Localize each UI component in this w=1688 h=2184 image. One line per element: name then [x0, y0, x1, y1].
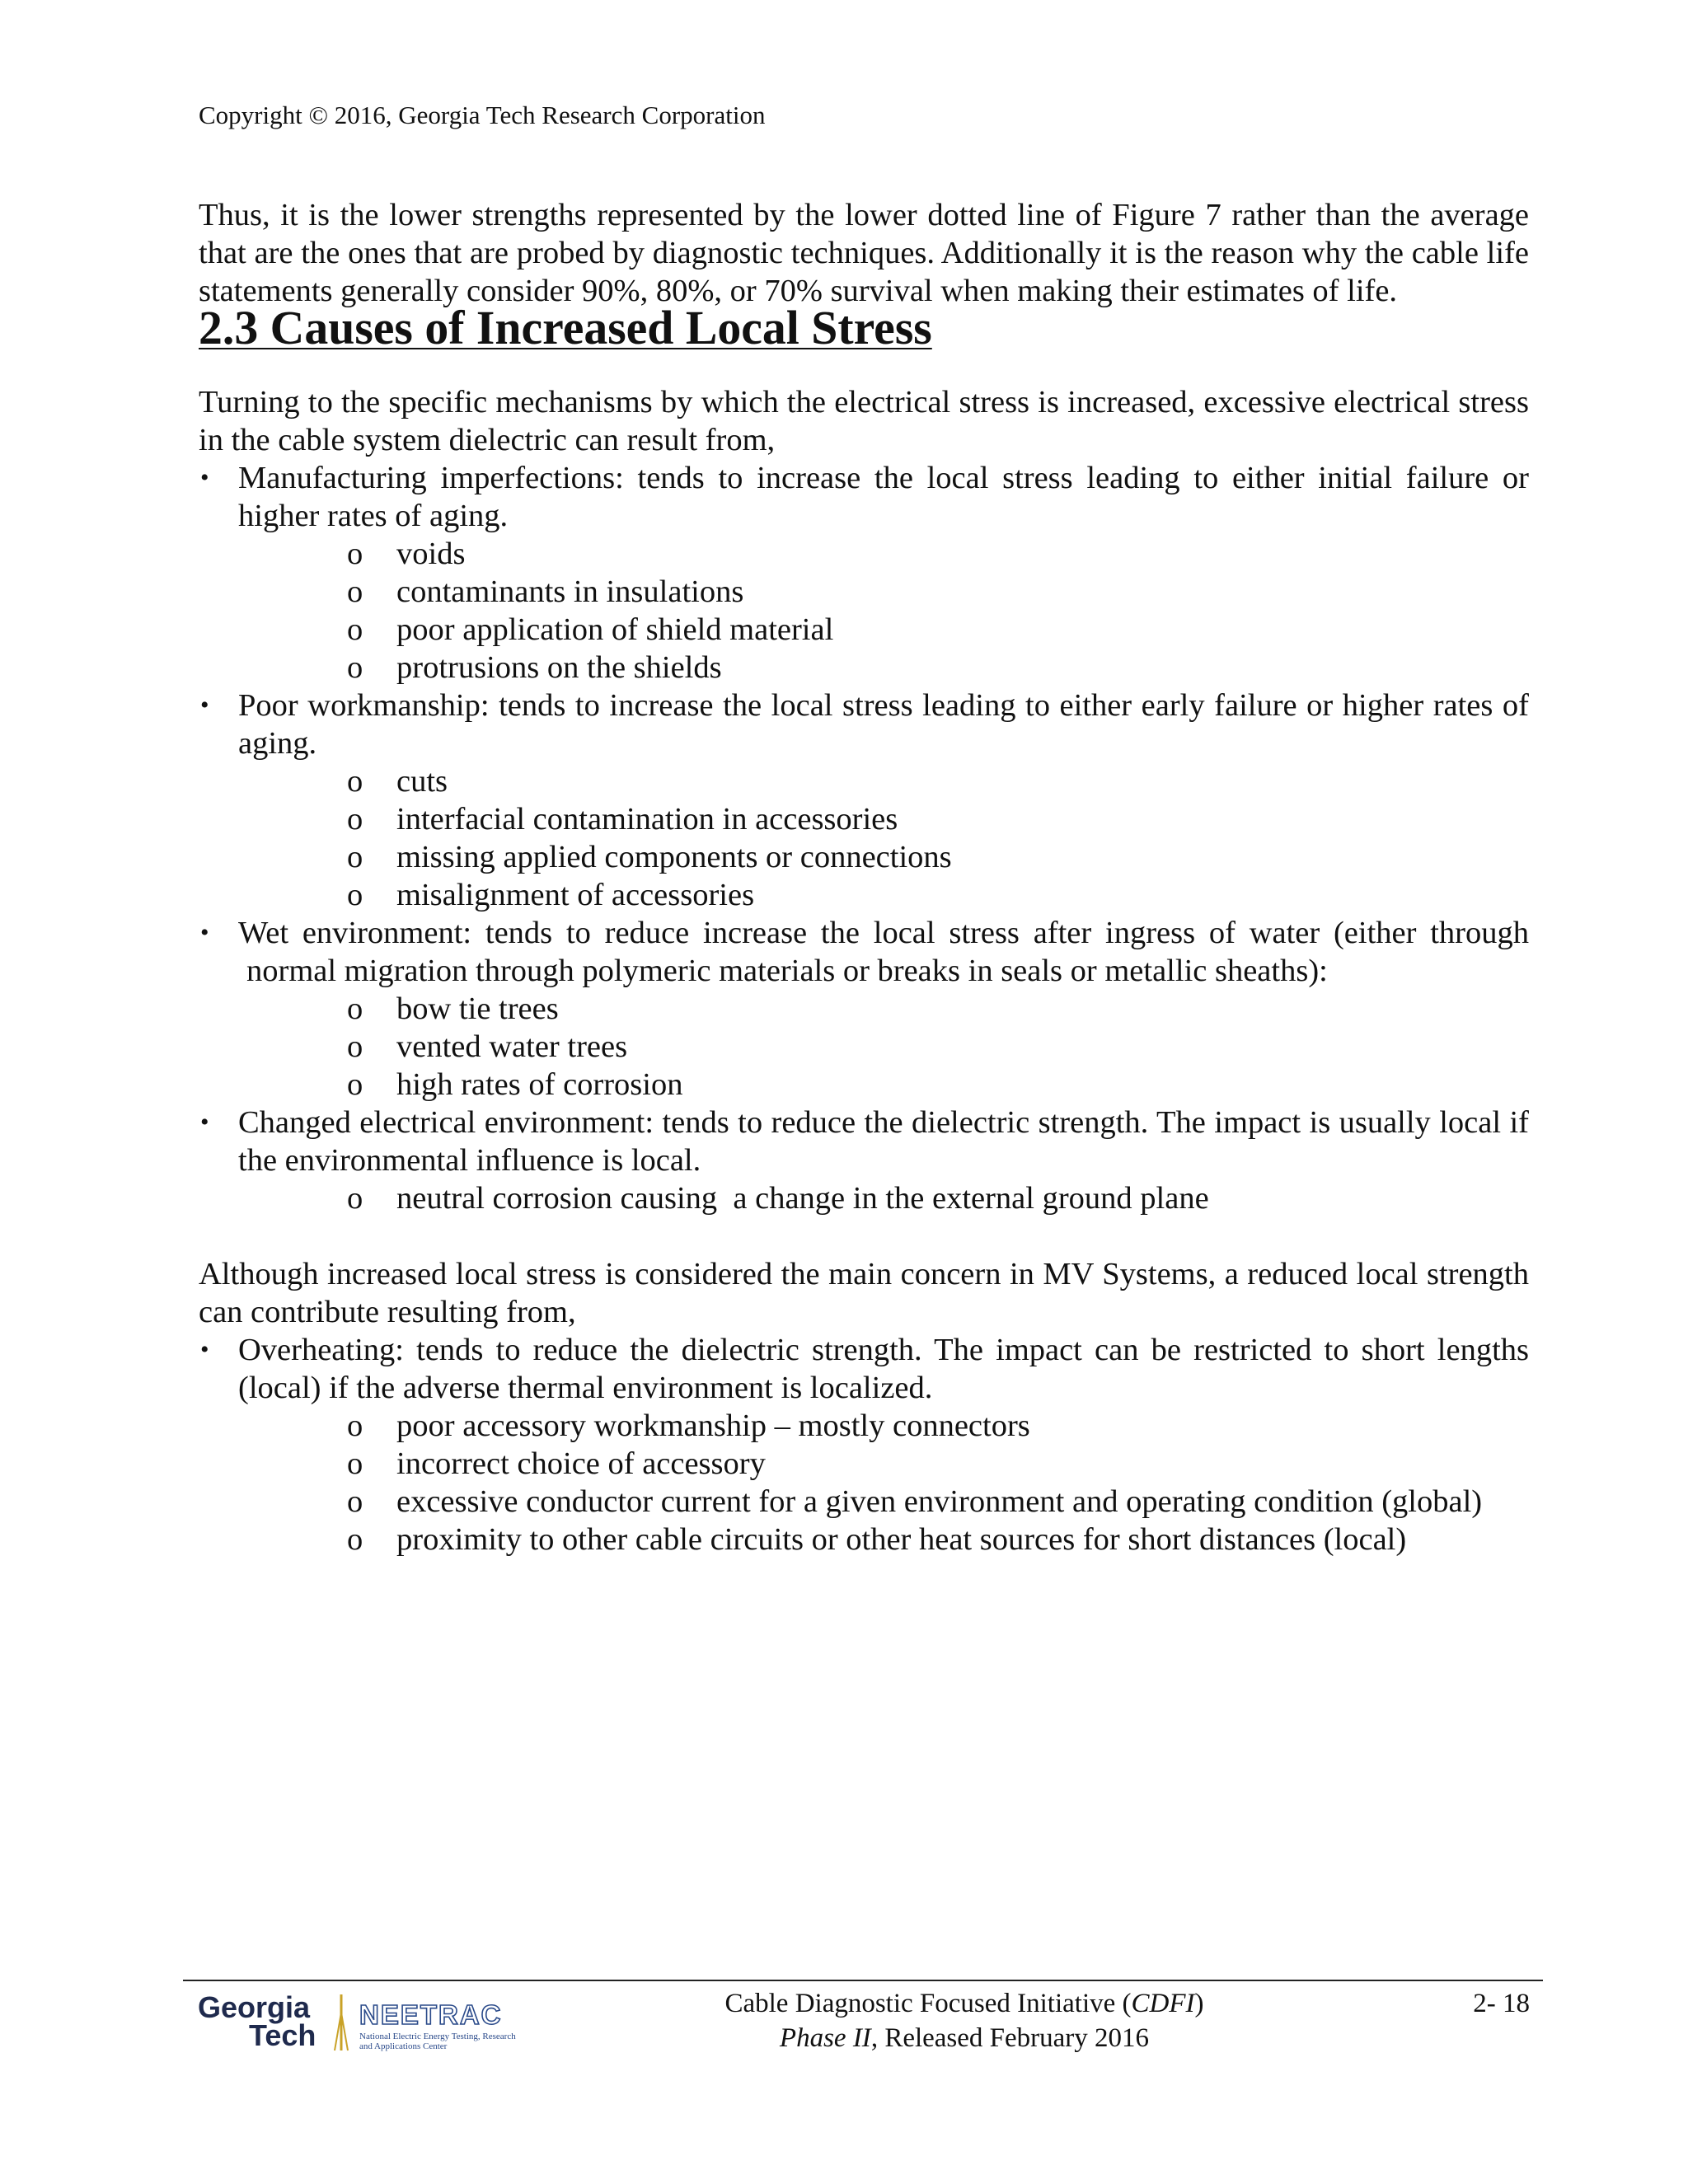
bullet-icon: • — [200, 919, 209, 946]
sub-bullet-icon: o — [347, 840, 363, 874]
sub-bullet-icon: o — [347, 1067, 363, 1102]
bullet-icon: • — [200, 1108, 209, 1136]
intro-paragraph: Thus, it is the lower strengths represented by the lower dotted line of Figure 7 rather than the average that are the ones that are probed by diagnostic techniques. Additionally it is the reason why the cable life statements generally consider 90%, 80%, or 70% survival when making their estimates of life. — [199, 198, 1529, 308]
list-item-text: high rates of corrosion — [396, 1067, 683, 1102]
list-item-text: neutral corrosion causing a change in the external ground plane — [396, 1181, 1209, 1216]
list-item — [199, 800, 1529, 838]
lead-paragraph: Turning to the specific mechanisms by which the electrical stress is increased, excessive electrical stress in the cable system dielectric can result from, — [199, 385, 1529, 457]
footer-line-2-suffix: , Released February 2016 — [870, 2023, 1150, 2053]
sub-bullet-icon: o — [347, 878, 363, 912]
list-item — [199, 573, 1529, 611]
footer-divider — [183, 1980, 1543, 1981]
sub-bullet-icon: o — [347, 1446, 363, 1481]
bullet-text: Poor workmanship: tends to increase the local stress leading to either early failure or higher rates of aging. — [238, 688, 1529, 761]
sub-bullet-icon: o — [347, 764, 363, 799]
bullet-workmanship — [199, 687, 1529, 914]
footer-line-1-suffix: ) — [1194, 1989, 1204, 2018]
sub-bullet-icon: o — [347, 1408, 363, 1443]
footer-title — [626, 1986, 1302, 2055]
georgia-tech-neetrac-logo — [198, 1988, 544, 2054]
bullet-overheating — [199, 1331, 1529, 1558]
bullet-row — [199, 914, 1529, 990]
footer-line-1 — [626, 1986, 1302, 2021]
bullet-text-line1: Wet environment: tends to reduce increase the local stress after ingress of water (either through — [238, 916, 1529, 950]
sub-bullet-icon: o — [347, 612, 363, 647]
sub-bullet-icon: o — [347, 650, 363, 685]
bullet-text-line2: normal migration through polymeric materials or breaks in seals or metallic sheaths): — [246, 954, 1328, 988]
section-heading: 2.3 Causes of Increased Local Stress — [199, 302, 932, 354]
sub-list — [199, 1407, 1529, 1558]
list-item-text: poor accessory workmanship – mostly connectors — [396, 1408, 1030, 1443]
sub-bullet-icon: o — [347, 574, 363, 609]
list-item-text: excessive conductor current for a given environment and operating condition (global) — [396, 1484, 1483, 1519]
bullet-row — [199, 459, 1529, 535]
page-number: 2- 18 — [1473, 1989, 1530, 2018]
bullet-icon: • — [200, 691, 209, 719]
list-item — [199, 535, 1529, 573]
list-item-text: voids — [396, 537, 466, 571]
copyright-notice: Copyright © 2016, Georgia Tech Research Corporation — [199, 101, 766, 129]
footer-line-2-italic: Phase II — [779, 2023, 871, 2053]
list-item — [199, 1521, 1529, 1558]
bullet-wet-environment — [199, 914, 1529, 1104]
sub-bullet-icon: o — [347, 991, 363, 1026]
bullet-row — [199, 1104, 1529, 1179]
footer-line-2 — [626, 2021, 1302, 2055]
sub-bullet-icon: o — [347, 802, 363, 837]
sub-bullet-icon: o — [347, 1029, 363, 1064]
logo-neetrac-subtitle-2: and Applications Center — [359, 2041, 448, 2051]
list-item-text: misalignment of accessories — [396, 878, 755, 912]
list-item — [199, 649, 1529, 687]
second-paragraph: Although increased local stress is considered the main concern in MV Systems, a reduced local strength can contribute resulting from, — [199, 1257, 1529, 1329]
list-item — [199, 1066, 1529, 1104]
list-item — [199, 1407, 1529, 1445]
list-item — [199, 990, 1529, 1028]
list-item-text: missing applied components or connections — [396, 840, 952, 874]
list-item — [199, 1445, 1529, 1483]
sub-bullet-icon: o — [347, 1181, 363, 1216]
list-item — [199, 838, 1529, 876]
bullet-row — [199, 1331, 1529, 1407]
list-item-text: bow tie trees — [396, 991, 559, 1026]
list-item — [199, 762, 1529, 800]
sub-list — [199, 762, 1529, 914]
sub-bullet-icon: o — [347, 1484, 363, 1519]
bullet-row — [199, 687, 1529, 762]
logo-tech-text: Tech — [249, 2018, 316, 2052]
list-item-text: contaminants in insulations — [396, 574, 744, 609]
list-item — [199, 1028, 1529, 1066]
list-item — [199, 1483, 1529, 1521]
list-item-text: incorrect choice of accessory — [396, 1446, 766, 1481]
bullet-manufacturing — [199, 459, 1529, 687]
bullet-icon: • — [200, 1336, 209, 1363]
logo-tower-icon — [335, 1994, 348, 2050]
list-item-text: interfacial contamination in accessories — [396, 802, 898, 837]
sub-list — [199, 1179, 1529, 1217]
sub-bullet-icon: o — [347, 1522, 363, 1557]
list-item-text: proximity to other cable circuits or other heat sources for short distances (local) — [396, 1522, 1407, 1557]
body-content — [199, 196, 1529, 1558]
list-item — [199, 876, 1529, 914]
footer-line-1-prefix: Cable Diagnostic Focused Initiative ( — [724, 1989, 1132, 2018]
footer-line-1-italic: CDFI — [1131, 1989, 1195, 2018]
list-item — [199, 611, 1529, 649]
bullet-icon: • — [200, 464, 209, 491]
sub-list — [199, 535, 1529, 687]
list-item-text: poor application of shield material — [396, 612, 834, 647]
list-item-text: vented water trees — [396, 1029, 628, 1064]
list-item-text: protrusions on the shields — [396, 650, 722, 685]
sub-list — [199, 990, 1529, 1104]
logo-neetrac-text: NEETRAC — [359, 1999, 503, 2030]
bullet-electrical-environment — [199, 1104, 1529, 1217]
sub-bullet-icon: o — [347, 537, 363, 571]
bullet-text: Changed electrical environment: tends to reduce the dielectric strength. The impact is usually local if the environmental influence is local. — [238, 1105, 1529, 1178]
list-item — [199, 1179, 1529, 1217]
bullet-text: Overheating: tends to reduce the dielectric strength. The impact can be restricted to short lengths (local) if the adverse thermal environment is localized. — [238, 1333, 1529, 1405]
list-item-text: cuts — [396, 764, 448, 799]
bullet-text: Manufacturing imperfections: tends to increase the local stress leading to either initial failure or higher rates of aging. — [238, 461, 1529, 533]
logo-georgia-text: Georgia — [198, 1990, 311, 2024]
logo-neetrac-subtitle-1: National Electric Energy Testing, Research — [359, 2032, 516, 2041]
